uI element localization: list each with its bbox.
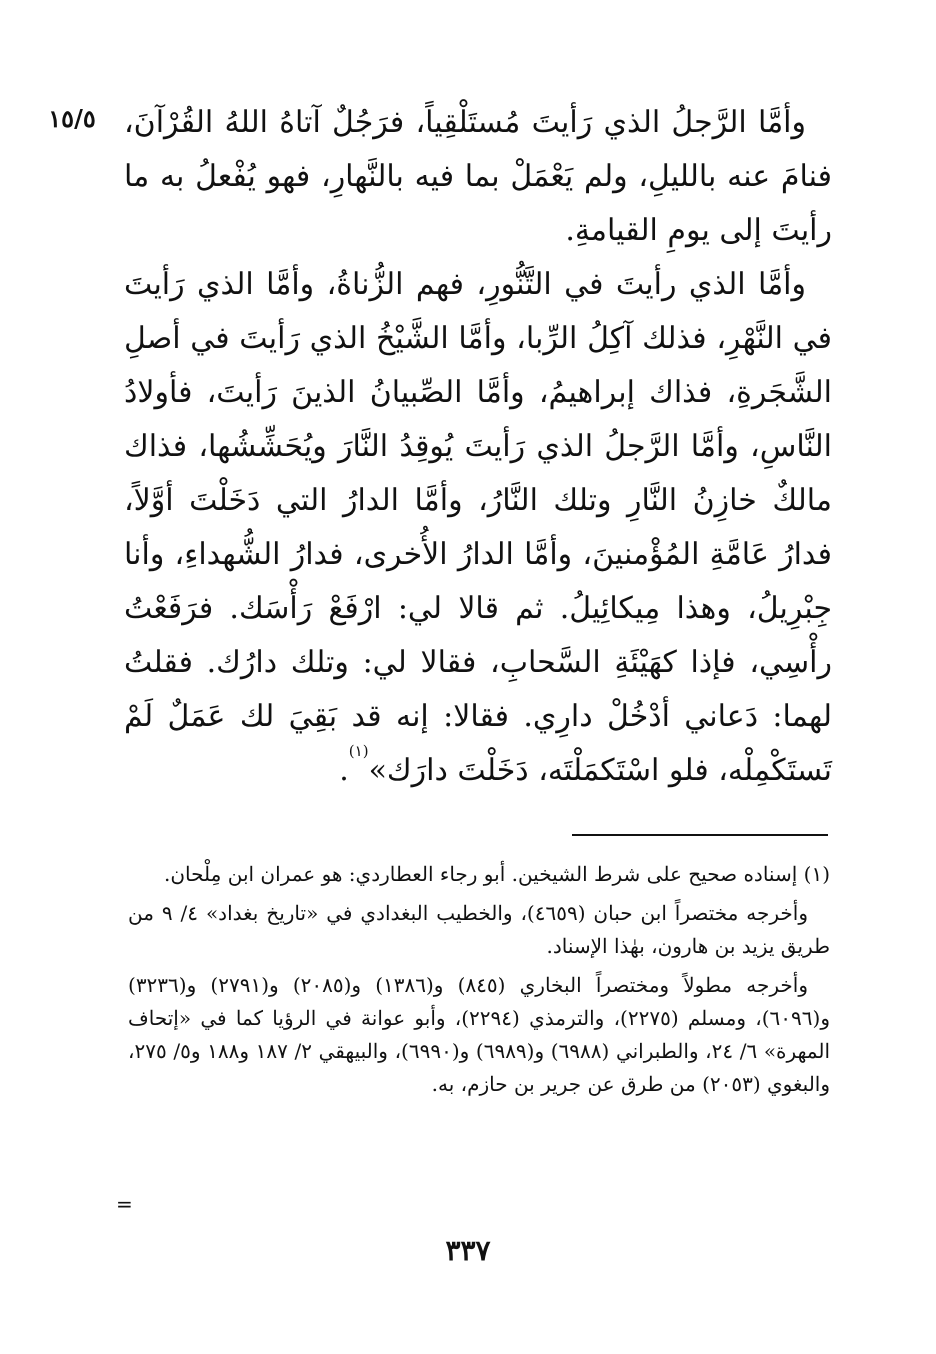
closing-punctuation: . <box>339 753 349 788</box>
page-number: ٣٣٧ <box>445 1234 491 1267</box>
main-text <box>124 96 832 798</box>
main-paragraph: وأمَّا الرَّجلُ الذي رَأيتَ مُستَلْقِياً، فرَجُلٌ آتاهُ اللهُ القُرْآنَ، فنامَ عنه بالليلِ، ولم يَعْمَلْ بما فيه بالنَّهارِ، فهو يُفْعلُ به ما رأيتَ إلى يومِ القيامةِ. <box>124 105 832 248</box>
footnote-paragraph: وأخرجه مختصراً ابن حبان (٤٦٥٩)، والخطيب البغدادي في «تاريخ بغداد» ٤/ ٩ من طريق يزيد بن هارون، بهٰذا الإسناد. <box>128 901 830 958</box>
main-paragraph <box>124 258 832 798</box>
verse-reference: ١٥/٥ <box>48 104 96 133</box>
main-paragraph-text: وأمَّا الذي رأيتَ في التَّنُّورِ، فهم الزُّناةُ، وأمَّا الذي رَأيتَ في النَّهْرِ، فذلك آكِلُ الرِّبا، وأمَّا الشَّيْخُ الذي رَأيتَ في أصلِ الشَّجَرةِ، فذاك إبراهيمُ، وأمَّا الصِّبيانُ الذينَ رَأيتَ، فأولادُ النَّاسِ، وأمَّا الرَّجلُ الذي رَأيتَ يُوقِدُ النَّارَ ويُحَشِّشُها، فذاك مالكٌ خازِنُ النَّارِ وتلك النَّارُ، وأمَّا الدارُ التي دَخَلْتَ أوَّلاً، فدارُ عَامَّةِ المُؤْمنينَ، وأمَّا الدارُ الأُخرى، فدارُ الشُّهداءِ، وأنا جِبْرِيلُ، وهذا مِيكائِيلُ. ثم قالا لي: ارْفَعْ رَأْسَك. فرَفَعْتُ رأْسِي، فإذا كهَيْئَةِ السَّحابِ، فقالا لي: وتلك دارُك. فقلتُ لهما: دَعاني أدْخُلْ دارِي. فقالا: إنه قد بَقِيَ لك عَمَلٌ لَمْ تَستَكْمِلْه، فلو اسْتَكمَلْتَه، دَخَلْتَ دارَك» <box>124 267 832 788</box>
footnote-separator <box>572 834 828 836</box>
continuation-mark: = <box>116 1192 133 1216</box>
footnote-paragraph: وأخرجه مطولاً ومختصراً البخاري (٨٤٥) و(١٣٨٦) و(٢٠٨٥) و(٢٧٩١) و(٣٢٣٦) و(٦٠٩٦)، ومسلم (٢٢٧٥)، والترمذي (٢٢٩٤)، وأبو عوانة في الرؤيا كما في «إتحاف المهرة» ٦/ ٢٤، والطبراني (٦٩٨٨) و(٦٩٨٩) و(٦٩٩٠)، والبيهقي ٢/ ١٨٧ و١٨٨ و٥/ ٢٧٥، والبغوي (٢٠٥٣) من طرق عن جرير بن حازم، به. <box>128 973 831 1096</box>
footnote-marker: (١) <box>348 742 369 760</box>
footnotes <box>128 858 830 1107</box>
footnote-paragraph: (١) إسناده صحيح على شرط الشيخين. أبو رجاء العطاردي: هو عمران ابن مِلْحان. <box>163 862 830 886</box>
